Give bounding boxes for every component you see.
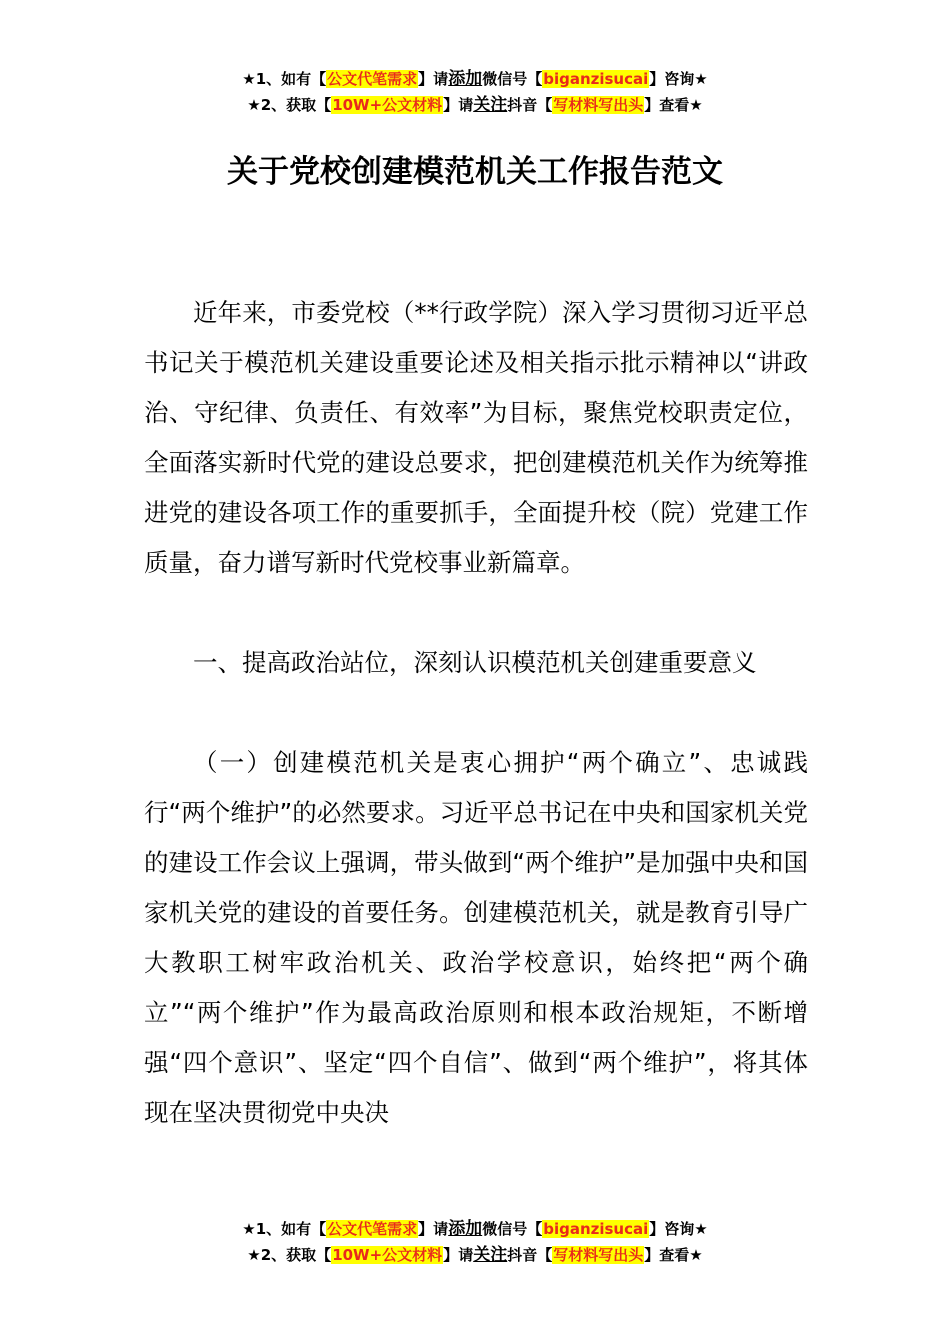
highlight-materials: 10W+公文材料 [332,1246,443,1264]
banner-line-1: ★1、如有【公文代笔需求】请添加微信号【biganzisucai】咨询★ [242,1219,708,1239]
paragraph-intro: 近年来，市委党校（**行政学院）深入学习贯彻习近平总书记关于模范机关建设重要论述及相关指示批示精神以“讲政治、守纪律、负责任、有效率”为目标，聚焦党校职责定位，全面落实新时代党的建设总要求，把创建模范机关作为统筹推进党的建设各项工作的重要抓手，全面提升校（院）党建工作质量，奋力谱写新时代党校事业新篇章。 [144,298,808,577]
banner-line-2: ★2、获取【10W+公文材料】请关注抖音【写材料写出头】查看★ [247,95,703,115]
highlight-service: 公文代笔需求 [327,1220,418,1238]
header-banner [0,66,950,118]
highlight-wechat-id: biganzisucai [543,1220,649,1238]
highlight-douyin: 写材料写出头 [553,96,644,114]
footer-banner [0,1216,950,1268]
highlight-service: 公文代笔需求 [327,70,418,88]
banner-line-2: ★2、获取【10W+公文材料】请关注抖音【写材料写出头】查看★ [247,1245,703,1265]
highlight-materials: 10W+公文材料 [332,96,443,114]
highlight-douyin: 写材料写出头 [553,1246,644,1264]
section-heading-1: 一、提高政治站位，深刻认识模范机关创建重要意义 [193,648,757,677]
paragraph-section-1-1: （一）创建模范机关是衷心拥护“两个确立”、忠诚践行“两个维护”的必然要求。习近平总书记在中央和国家机关党的建设工作会议上强调，带头做到“两个维护”是加强中央和国家机关党的建设的首要任务。创建模范机关，就是教育引导广大教职工树牢政治机关、政治学校意识，始终把“两个确立”“两个维护”作为最高政治原则和根本政治规矩，不断增强“四个意识”、坚定“四个自信”、做到“两个维护”，将其体现在坚决贯彻党中央决 [144,748,808,1127]
document-body [144,288,808,1138]
highlight-wechat-id: biganzisucai [543,70,649,88]
banner-line-1: ★1、如有【公文代笔需求】请添加微信号【biganzisucai】咨询★ [242,69,708,89]
document-title: 关于党校创建模范机关工作报告范文 [227,154,723,190]
